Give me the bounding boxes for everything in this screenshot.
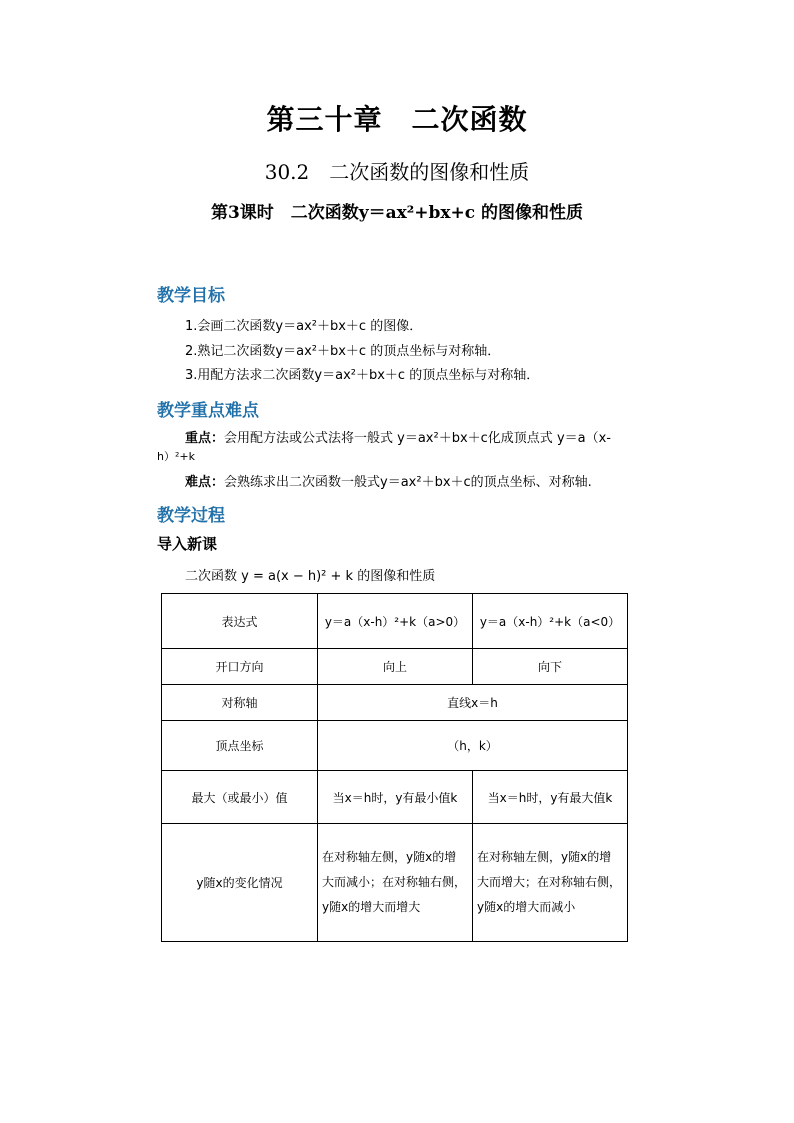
goal-item-1: 1.会画二次函数y＝ax²＋bx＋c 的图像． [185,319,423,334]
table-cell: y＝a（x-h）²+k（a<0） [473,594,628,649]
table-cell: 向上 [318,649,473,685]
new-lesson-heading: 导入新课 [157,535,218,553]
focus-label: 重点： [185,431,225,446]
table-cell: 向下 [473,649,628,685]
row-header: 表达式 [162,594,318,649]
table-row [162,771,628,824]
focus-text: 会用配方法或公式法将一般式 y＝ax²＋bx＋c化成顶点式 y＝a（x- [224,431,611,446]
goals-heading: 教学目标 [157,286,225,306]
goal-item-3: 3.用配方法求二次函数y＝ax²＋bx＋c 的顶点坐标与对称轴． [185,368,540,383]
table-row [162,685,628,721]
table-cell: y＝a（x-h）²+k（a>0） [318,594,473,649]
table-row [162,824,628,942]
table-cell: 当x＝h时，y有最小值k [318,771,473,824]
section-title: 30.2 二次函数的图像和性质 [264,160,530,184]
process-heading: 教学过程 [157,506,225,526]
row-header: y随x的变化情况 [162,824,318,942]
table-row [162,594,628,649]
difficulty-text: 会熟练求出二次函数一般式y＝ax²＋bx＋c的顶点坐标、对称轴. [224,475,592,490]
key-heading: 教学重点难点 [157,401,259,421]
chapter-title: 第三十章 二次函数 [266,103,528,136]
table-row [162,721,628,771]
row-header: 最大（或最小）值 [162,771,318,824]
table-cell: 当x＝h时，y有最大值k [473,771,628,824]
row-header: 顶点坐标 [162,721,318,771]
table-cell: 在对称轴左侧，y随x的增大而减小；在对称轴右侧，y随x的增大而增大 [318,824,473,942]
properties-table [161,593,628,942]
focus-line-cont: h）²+k [157,450,195,463]
focus-line [185,427,611,446]
table-cell: （h，k） [318,721,628,771]
difficulty-line [185,471,592,490]
row-header: 对称轴 [162,685,318,721]
table-cell: 在对称轴左侧，y随x的增大而增大；在对称轴右侧，y随x的增大而减小 [473,824,628,942]
goal-item-2: 2.熟记二次函数y＝ax²＋bx＋c 的顶点坐标与对称轴． [185,344,501,359]
table-row [162,649,628,685]
row-header: 开口方向 [162,649,318,685]
intro-text: 二次函数 y = a(x − h)² + k 的图像和性质 [185,569,436,584]
lesson-title: 第3课时 二次函数y＝ax²+bx+c 的图像和性质 [210,203,584,223]
difficulty-label: 难点： [185,475,225,490]
table-cell: 直线x＝h [318,685,628,721]
